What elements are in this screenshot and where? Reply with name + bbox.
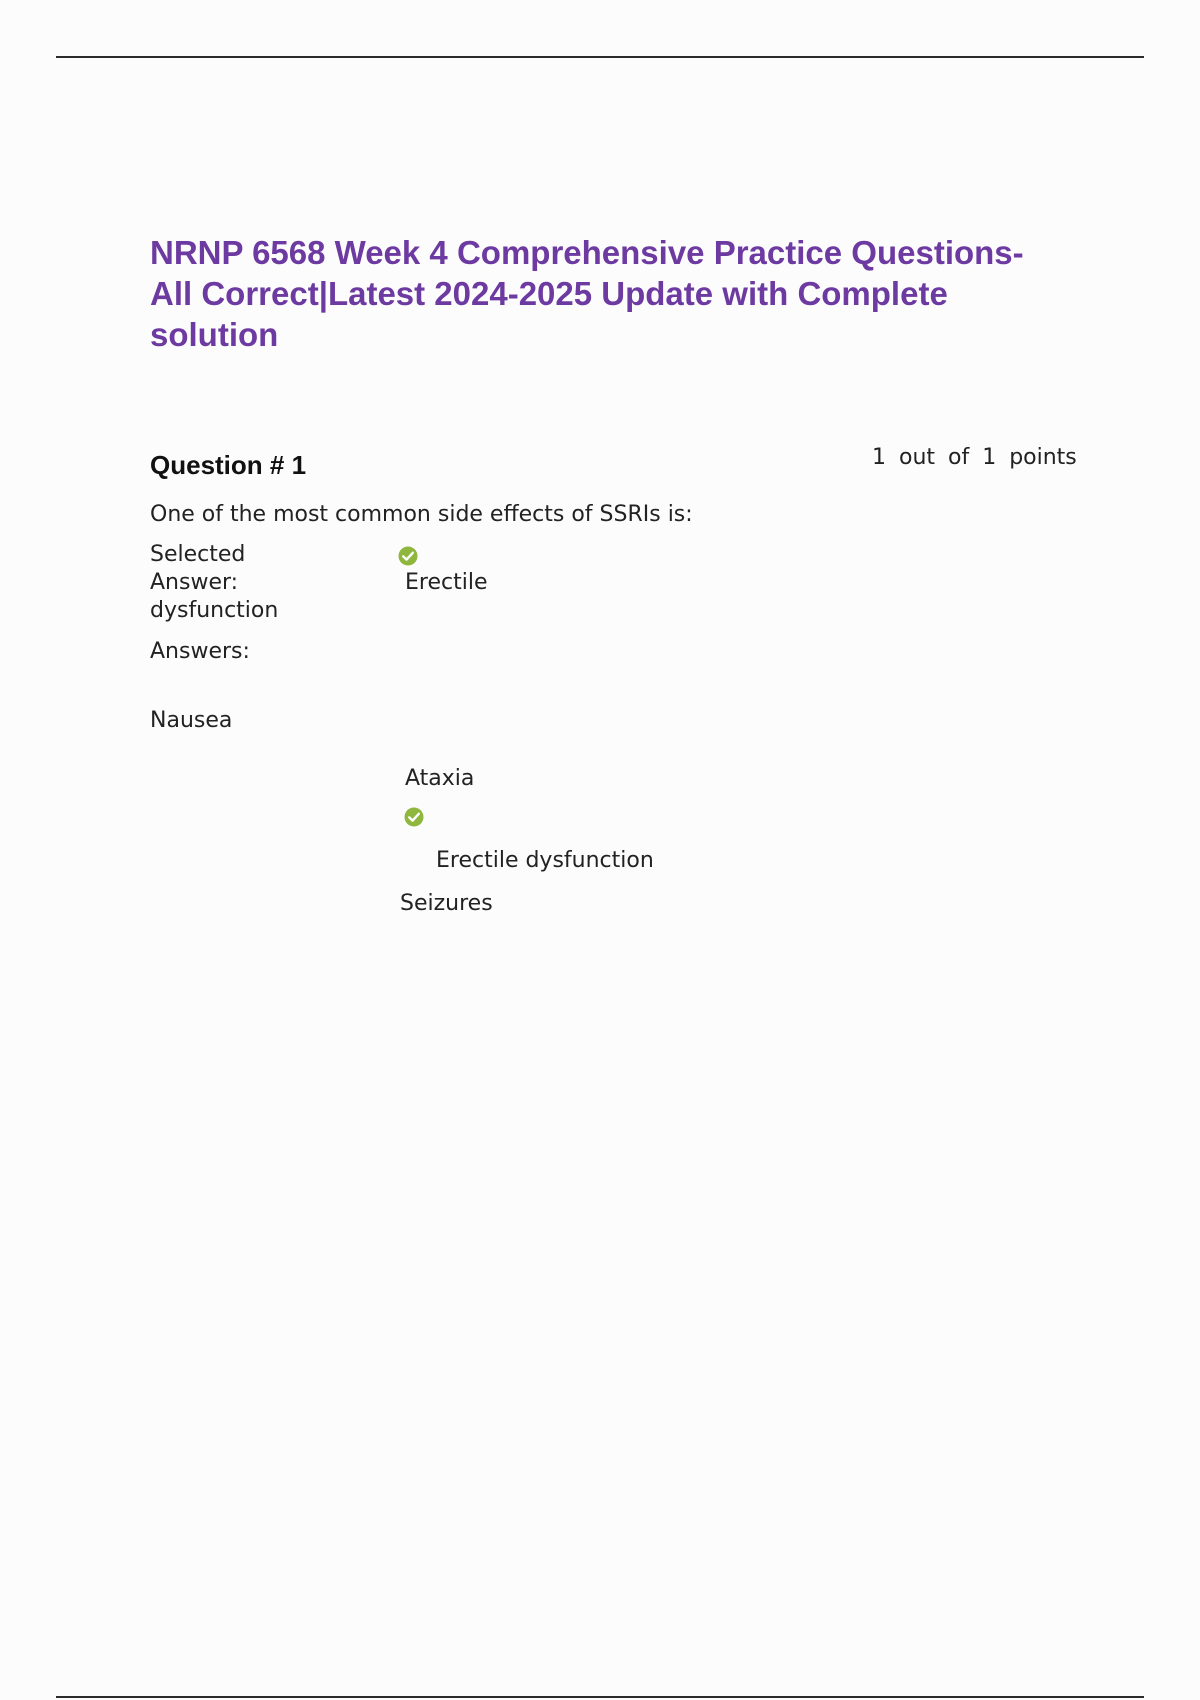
- answer-option: Nausea: [150, 708, 233, 733]
- question-text: One of the most common side effects of SSRIs is:: [150, 502, 693, 527]
- top-divider: [56, 56, 1144, 58]
- selected-answer-text: Erectile: [405, 570, 488, 595]
- selected-label-line-2: Answer:: [150, 570, 239, 595]
- check-circle-icon: [398, 546, 418, 566]
- question-heading: Question # 1: [150, 450, 307, 480]
- selected-label-line-3: dysfunction: [150, 598, 279, 623]
- check-circle-icon: [404, 807, 424, 827]
- answer-option: Seizures: [400, 891, 493, 916]
- document-title-line-3: solution: [150, 316, 279, 353]
- question-points: 1 out of 1 points: [872, 445, 1077, 470]
- document-title: [150, 232, 1110, 355]
- bottom-divider: [56, 1696, 1144, 1698]
- answers-label: Answers:: [150, 639, 250, 664]
- selected-label-line-1: Selected: [150, 542, 246, 567]
- answer-option-correct: Erectile dysfunction: [436, 848, 654, 873]
- document-title-line-1: NRNP 6568 Week 4 Comprehensive Practice Questions-: [150, 234, 1024, 271]
- answer-option: Ataxia: [405, 766, 475, 791]
- document-title-line-2: All Correct|Latest 2024-2025 Update with Complete: [150, 275, 948, 312]
